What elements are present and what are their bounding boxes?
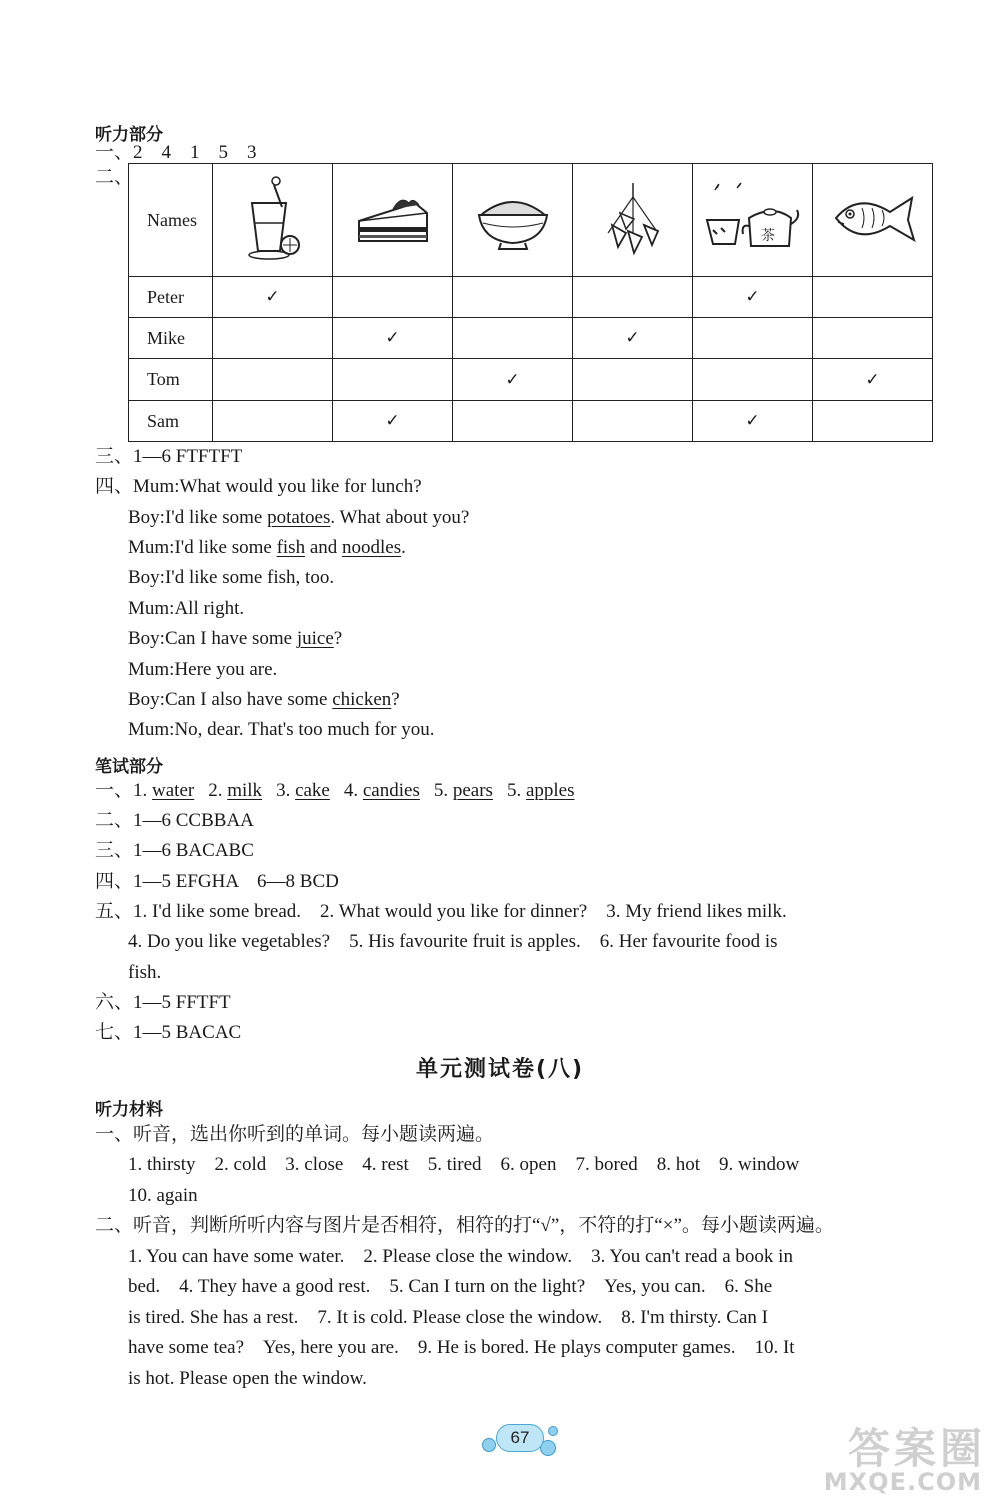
zongzi-icon <box>573 164 693 277</box>
listening-q2-label: 二、 <box>95 167 134 188</box>
answer-word: juice <box>296 628 334 649</box>
listening-heading: 听力部分 <box>95 125 163 145</box>
check-cell: ✓ <box>333 318 453 359</box>
dialogue-text: Mum:I'd like some <box>128 537 277 558</box>
check-cell <box>453 401 573 442</box>
dialogue-text: ? <box>391 689 400 710</box>
dialogue-line-2 <box>128 506 469 530</box>
item-number: 2. <box>208 780 228 801</box>
written-q5-line3: fish. <box>128 962 162 983</box>
dialogue-text: Boy:Can I also have some <box>128 689 333 710</box>
answer-word: fish <box>276 537 306 558</box>
check-cell: ✓ <box>453 359 573 401</box>
row-name-sam: Sam <box>129 401 213 442</box>
table-row <box>129 359 933 401</box>
section1-line2: 10. again <box>128 1185 198 1206</box>
check-cell: ✓ <box>573 318 693 359</box>
written-q5-line1: 五、1. I'd like some bread. 2. What would you like for dinner? 3. My friend likes milk. <box>95 901 787 922</box>
listening-q4-line1 <box>95 475 422 499</box>
watermark-url: MXQE.COM <box>823 1468 982 1496</box>
check-cell: ✓ <box>813 359 933 401</box>
section2-instruction: 二、听音，判断所听内容与图片是否相符，相符的打“√”，不符的打“×”。每小题读两遍。 <box>95 1215 834 1236</box>
answer-word: chicken <box>332 689 392 710</box>
check-cell: ✓ <box>333 401 453 442</box>
section2-line4: have some tea? Yes, here you are. 9. He is bored. He plays computer games. 10. It <box>128 1337 795 1358</box>
check-cell <box>813 318 933 359</box>
dialogue-text: ? <box>333 628 343 649</box>
item-number: 5. <box>506 780 526 801</box>
row-name-tom: Tom <box>129 359 213 401</box>
dialogue-line-5: Mum:All right. <box>128 598 245 619</box>
written-q2: 二、1—6 CCBBAA <box>95 810 254 831</box>
check-cell: ✓ <box>213 277 333 318</box>
written-heading: 笔试部分 <box>95 757 163 777</box>
bubble-decoration <box>548 1426 558 1436</box>
fish-icon <box>813 164 933 277</box>
unit-test-title: 单元测试卷(八) <box>415 1057 585 1082</box>
check-cell <box>573 401 693 442</box>
bubble-decoration <box>482 1438 496 1452</box>
dialogue-text: Boy:I'd like some <box>128 507 268 528</box>
dialogue-text: and <box>305 537 342 558</box>
svg-text:茶: 茶 <box>760 227 775 244</box>
item-number: 3. <box>276 780 296 801</box>
check-cell <box>813 277 933 318</box>
dialogue-line-7: Mum:Here you are. <box>128 659 278 680</box>
check-cell <box>813 401 933 442</box>
answer-word: noodles <box>342 537 402 558</box>
answer-word: candies <box>362 780 420 801</box>
check-cell <box>453 318 573 359</box>
written-q3: 三、1—6 BACABC <box>95 840 254 861</box>
row-name-peter: Peter <box>129 277 213 318</box>
watermark-logo <box>796 1416 986 1496</box>
dialogue-line: Mum:What would you like for lunch? <box>133 476 422 497</box>
dialogue-text: Boy:Can I have some <box>128 628 297 649</box>
written-q7: 七、1—5 BACAC <box>95 1022 242 1043</box>
answer-word: water <box>152 780 195 801</box>
rice-icon <box>453 164 573 277</box>
table-header-row <box>129 164 933 277</box>
q4-label: 四、 <box>95 476 134 497</box>
watermark-text: 答案圈 <box>847 1424 986 1473</box>
check-cell: ✓ <box>693 277 813 318</box>
table-row <box>129 277 933 318</box>
section2-line5: is hot. Please open the window. <box>128 1368 367 1389</box>
check-cell <box>693 359 813 401</box>
answer-word: pears <box>452 780 493 801</box>
section2-line2: bed. 4. They have a good rest. 5. Can I turn on the light? Yes, you can. 6. She <box>128 1276 773 1297</box>
check-cell <box>573 277 693 318</box>
answer-word: potatoes <box>267 507 331 528</box>
dialogue-line-3 <box>128 536 406 560</box>
juice-icon <box>213 164 333 277</box>
check-cell: ✓ <box>693 401 813 442</box>
table-row <box>129 401 933 442</box>
written-q5-line2: 4. Do you like vegetables? 5. His favourite fruit is apples. 6. Her favourite food is <box>128 931 778 952</box>
dialogue-line-6 <box>128 627 342 651</box>
answer-word: apples <box>525 780 575 801</box>
check-cell <box>213 359 333 401</box>
check-cell <box>213 318 333 359</box>
item-number: 5. <box>433 780 453 801</box>
answer-word: milk <box>227 780 263 801</box>
section2-line3: is tired. She has a rest. 7. It is cold. Please close the window. 8. I'm thirsty. Can I <box>128 1307 768 1328</box>
section2-line1: 1. You can have some water. 2. Please close the window. 3. You can't read a book in <box>128 1246 793 1267</box>
page-number: 67 <box>496 1424 544 1452</box>
food-table <box>128 163 933 442</box>
check-cell <box>573 359 693 401</box>
written-q6: 六、1—5 FFTFT <box>95 992 231 1013</box>
item-number: 4. <box>343 780 363 801</box>
q1-label: 一、 <box>95 780 134 801</box>
table-row <box>129 318 933 359</box>
cake-icon <box>333 164 453 277</box>
written-q4: 四、1—5 EFGHA 6—8 BCD <box>95 871 339 892</box>
check-cell <box>333 277 453 318</box>
dialogue-text: . What about you? <box>330 507 470 528</box>
answer-word: cake <box>295 780 330 801</box>
check-cell <box>213 401 333 442</box>
tea-icon <box>693 164 813 277</box>
written-q1 <box>95 779 575 803</box>
item-number: 1. <box>133 780 153 801</box>
row-name-mike: Mike <box>129 318 213 359</box>
check-cell <box>333 359 453 401</box>
section1-line1: 1. thirsty 2. cold 3. close 4. rest 5. tired 6. open 7. bored 8. hot 9. window <box>128 1154 800 1175</box>
check-cell <box>693 318 813 359</box>
page-number-badge <box>478 1418 560 1456</box>
listening-q3: 三、1—6 FTFTFT <box>95 446 243 467</box>
material-heading: 听力材料 <box>95 1100 163 1120</box>
names-header: Names <box>129 164 213 277</box>
dialogue-text: . <box>401 537 406 558</box>
section1-instruction: 一、听音，选出你听到的单词。每小题读两遍。 <box>95 1124 495 1145</box>
dialogue-line-8 <box>128 688 400 712</box>
dialogue-line-9: Mum:No, dear. That's too much for you. <box>128 719 435 740</box>
check-cell <box>453 277 573 318</box>
dialogue-line-4: Boy:I'd like some fish, too. <box>128 567 335 588</box>
listening-q1: 一、2 4 1 5 3 <box>95 142 257 163</box>
